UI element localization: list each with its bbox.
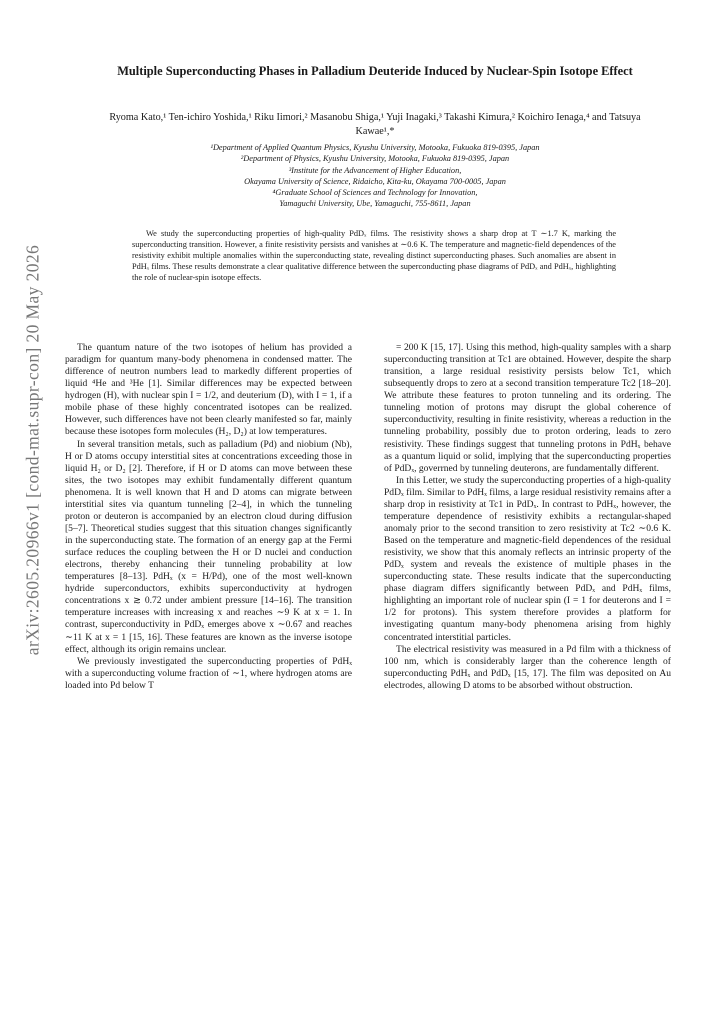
affiliation-line: ⁴Graduate School of Sciences and Technology for Innovation, bbox=[272, 188, 478, 198]
body-paragraph: In this Letter, we study the superconducting properties of a high-quality PdDₓ film. Similar to PdHₓ films, a large residual resistivity remains after a sharp drop in resistivity at Tc1 in PdDₓ. In contrast to PdHₓ, however, the temperature dependence of resistivity exhibits a rectangular-shaped anomaly prior to the second transition to zero resistivity at Tc2 ∼0.6 K. Based on the temperature and magnetic-field dependences of the residual resistivity, we show that this anomaly reflects an intrinsic property of the PdDₓ system and reveals the existence of multiple phases in the superconducting state. These results indicate that the superconducting phase diagram differs significantly between PdDₓ and PdHₓ films, highlighting an important role of nuclear spin (I = 1 for deuterons and I = 1/2 for protons). This system therefore provides a platform for investigating quantum many-body phenomena arising from highly concentrated interstitial particles. bbox=[384, 474, 671, 643]
arxiv-sidebar bbox=[14, 230, 52, 670]
body-column-right bbox=[384, 342, 671, 692]
body-column-left bbox=[65, 342, 352, 692]
body-paragraph: We previously investigated the superconducting properties of PdHₓ with a superconducting volume fraction of ∼1, where hydrogen atoms are loaded into Pd below T bbox=[65, 655, 352, 691]
body-paragraph: In several transition metals, such as palladium (Pd) and niobium (Nb), H or D atoms occupy interstitial sites at concentrations exceeding those in liquid H₂ or D₂ [2]. Therefore, if H or D atoms can move between these sites, the two isotopes may exhibit fundamentally different quantum phenomena. It is well known that H and D atoms can migrate between interstitial sites via quantum tunneling [2–4], in which the tunneling proton or deuteron is accompanied by an electron cloud during diffusion [5–7]. Theoretical studies suggest that this situation changes significantly in the superconducting state. The formation of an energy gap at the Fermi surface reduces the coupling between the H or D nuclei and conduction electrons, thereby enhancing their tunneling probability at low temperatures [8–13]. PdHₓ (x = H/Pd), one of the most well-known hydride superconductors, exhibits superconductivity at hydrogen concentrations x ≳ 0.72 under ambient pressure [14–16]. The transition temperature increases with increasing x and reaches ∼9 K at x = 1. In contrast, superconductivity in PdDₓ emerges above x ∼0.67 and reaches ∼11 K at x = 1 [15, 16]. These features are known as the inverse isotope effect, although its origin remains unclear. bbox=[65, 438, 352, 655]
abstract-text: We study the superconducting properties of high-quality PdDₓ films. The resistivity shows a sharp drop at T ∼1.7 K, marking the superconducting transition. However, a finite resistivity persists and vanishes at ∼0.6 K. The temperature and magnetic-field dependences of the resistivity exhibit multiple anomalies within the superconducting state, revealing distinct superconducting phases. Such anomalies are absent in PdHₓ films. These results demonstrate a clear qualitative difference between the superconducting phase diagrams of PdDₓ and PdHₓ, highlighting the role of nuclear-spin isotope effects. bbox=[132, 229, 616, 282]
affiliation-line: ¹Department of Applied Quantum Physics, Kyushu University, Motooka, Fukuoka 819-0395, Japan bbox=[210, 143, 540, 152]
affiliation-line: Okayama University of Science, Ridaicho, Kita-ku, Okayama 700-0005, Japan bbox=[244, 176, 506, 186]
affiliation-line: ²Department of Physics, Kyushu University, Motooka, Fukuoka 819-0395, Japan bbox=[240, 154, 510, 164]
body-paragraph: The electrical resistivity was measured in a Pd film with a thickness of 100 nm, which is considerably larger than the coherence length of superconducting PdHₓ and PdDₓ [15, 17]. The film was deposited on Au electrodes, allowing D atoms to be absorbed without obstruction. bbox=[384, 643, 671, 691]
body-paragraph: = 200 K [15, 17]. Using this method, high-quality samples with a sharp superconducting transition at Tc1 are obtained. However, despite the sharp transition, a large residual resistivity persists below Tc1, which subsequently drops to zero at a second transition temperature Tc2 [18–20]. We attribute these features to proton tunneling and its ordering. The tunneling motion of protons may disrupt the global coherence of superconductivity, resulting in finite resistivity, whereas a reduction in the tunneling probability, possibly due to proton ordering, leads to zero resistivity. These findings suggest that tunneling protons in PdHₓ behave as a quantum liquid or solid, implying that the superconducting properties of PdDₓ, goverrned by tunneling deuterons, are fundamentally different. bbox=[384, 342, 671, 474]
arxiv-identifier: arXiv:2605.20966v1 [cond-mat.supr-con] 20 May 2026 bbox=[22, 244, 43, 656]
affiliation-line: Yamaguchi University, Ube, Yamaguchi, 755-8611, Japan bbox=[279, 199, 471, 209]
abstract bbox=[132, 229, 616, 284]
paper-title: Multiple Superconducting Phases in Palladium Deuteride Induced by Nuclear-Spin Isotope Effect bbox=[117, 64, 633, 78]
affiliation-line: ³Institute for the Advancement of Higher Education, bbox=[288, 165, 462, 175]
affiliations bbox=[80, 142, 670, 210]
author-list: Ryoma Kato,¹ Ten-ichiro Yoshida,¹ Riku Iimori,² Masanobu Shiga,¹ Yuji Inagaki,³ Takashi Kimura,² Koichiro Ienaga,⁴ and Tatsuya Kawae¹,* bbox=[109, 112, 641, 137]
body-paragraph: The quantum nature of the two isotopes of helium has provided a paradigm for quantum many-body phenomena in condensed matter. The difference of neutron numbers lead to markedly different properties of liquid ⁴He and ³He [1]. Similar differences may be expected between hydrogen (H), with nuclear spin I = 1/2, and deuterium (D), with I = 1, if a mobile phase of these highly concentrated isotopes can be realized. However, such differences have not been clearly manifested so far, mainly because these isotopes form molecules (H₂, D₂) at low temperatures. bbox=[65, 342, 352, 438]
